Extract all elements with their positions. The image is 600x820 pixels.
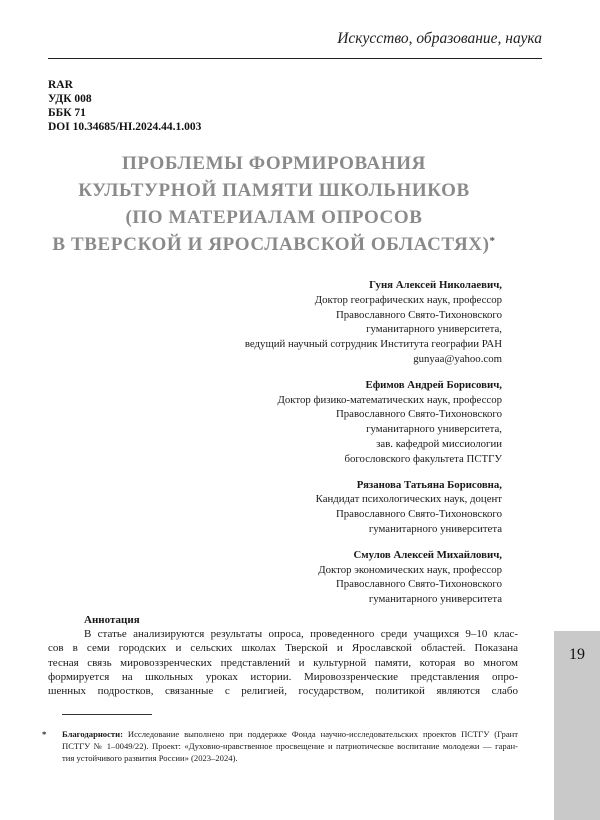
- title-footnote-mark[interactable]: *: [489, 235, 496, 247]
- author-email[interactable]: gunyaa@yahoo.com: [413, 352, 502, 365]
- footnote-line: [62, 728, 518, 740]
- author-affiliation-line: гуманитарного университета: [368, 593, 502, 606]
- title-line-text: В ТВЕРСКОЙ И ЯРОСЛАВСКОЙ ОБЛАСТЯХ): [52, 234, 490, 255]
- rar-code: RAR: [48, 79, 73, 91]
- author-affiliation-line: гуманитарного университета,: [366, 323, 502, 336]
- author-name: Гуня Алексей Николаевич,: [369, 279, 502, 291]
- author-affiliation-line: гуманитарного университета: [368, 522, 502, 535]
- bbk-code: ББК 71: [48, 107, 86, 119]
- author-name: Ефимов Андрей Борисович,: [365, 378, 502, 391]
- author-affiliation-line: Православного Свято-Тихоновского: [335, 508, 502, 521]
- author-affiliation-line: богословского факультета ПСТГУ: [344, 452, 502, 465]
- author-affiliation-line: Кандидат психологических наук, доцент: [315, 493, 502, 506]
- abstract-line: формируется на школьных уроках истории. Мировоззренческие представления опро-: [48, 670, 518, 683]
- author-affiliation-line: Доктор физико-математических наук, профессор: [277, 393, 502, 406]
- article-title: [48, 150, 500, 258]
- abstract-line: тесная связь мировоззренческих представлений и культурной памяти, которая во многом: [48, 656, 518, 669]
- footnote-label: Благодарности:: [62, 729, 123, 739]
- author-affiliation-line: зав. кафедрой миссиологии: [376, 437, 502, 450]
- footnote-text: Исследование выполнено при поддержке Фонда научно-исследовательских проектов ПСТГУ (Грант: [127, 729, 518, 739]
- title-line: [48, 231, 500, 258]
- udk-code: УДК 008: [48, 93, 92, 105]
- article-meta: [48, 78, 201, 134]
- footnote: [42, 728, 518, 764]
- running-head: Искусство, образование, наука: [337, 30, 542, 47]
- author-entry: [172, 548, 502, 607]
- author-affiliation-line: Православного Свято-Тихоновского: [335, 308, 502, 321]
- footnote-rule: [62, 714, 152, 715]
- footnote-line: ПСТГУ № 1–0049/22). Проект: «Духовно-нравственное просвещение и патриотическое воспитание молодежи — гаран-: [62, 741, 518, 751]
- author-entry: [172, 478, 502, 537]
- author-name: Рязанова Татьяна Борисовна,: [356, 478, 502, 491]
- abstract: [48, 613, 518, 698]
- author-affiliation-line: гуманитарного университета,: [366, 423, 502, 436]
- footnote-line: тия устойчивого развития России» (2023–2024).: [62, 753, 238, 763]
- author-affiliation-line: Доктор экономических наук, профессор: [318, 563, 502, 576]
- header-rule: [48, 58, 542, 59]
- author-affiliation-line: ведущий научный сотрудник Института географии РАН: [244, 338, 502, 351]
- page-number: 19: [569, 646, 585, 663]
- author-entry: [172, 278, 502, 367]
- author-name: Смулов Алексей Михайлович,: [353, 548, 502, 561]
- author-affiliation-line: Доктор географических наук, профессор: [314, 293, 502, 306]
- abstract-line: В статье анализируются результаты опроса, проведенного среди учащихся 9–10 клас-: [84, 628, 518, 641]
- footnote-mark: *: [42, 729, 47, 739]
- title-line: КУЛЬТУРНОЙ ПАМЯТИ ШКОЛЬНИКОВ: [78, 180, 470, 201]
- abstract-line: шенных подростков, связанные с религией, государством, политикой являются слабо: [48, 685, 518, 698]
- authors-block: [172, 278, 502, 618]
- author-affiliation-line: Православного Свято-Тихоновского: [335, 578, 502, 591]
- author-affiliation-line: Православного Свято-Тихоновского: [335, 408, 502, 421]
- title-line: (ПО МАТЕРИАЛАМ ОПРОСОВ: [125, 207, 423, 228]
- abstract-heading: Аннотация: [84, 614, 140, 626]
- title-line: ПРОБЛЕМЫ ФОРМИРОВАНИЯ: [122, 153, 426, 174]
- author-entry: [172, 378, 502, 467]
- doi[interactable]: DOI 10.34685/HI.2024.44.1.003: [48, 121, 202, 133]
- abstract-line: сов в семи городских и сельских школах Тверской и Ярославской областей. Показана: [48, 642, 518, 655]
